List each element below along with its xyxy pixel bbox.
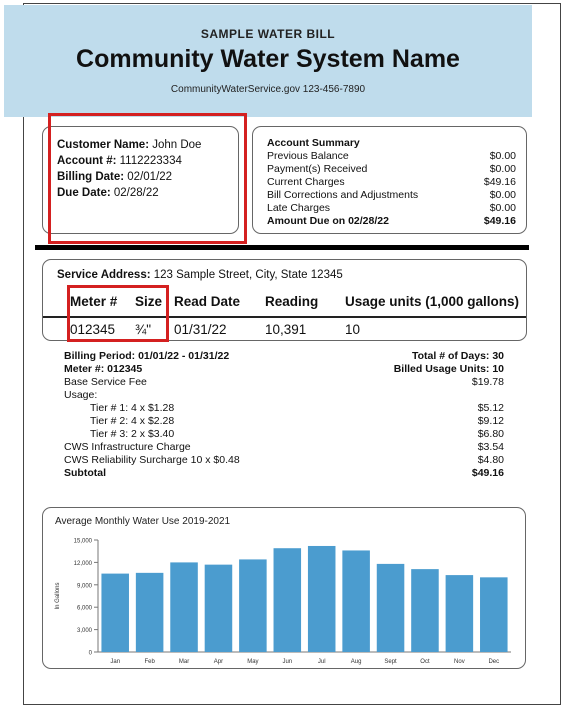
charge-line: CWS Infrastructure Charge $3.54 [64,441,504,453]
charge-line: CWS Reliability Surcharge 10 x $0.48 $4.80 [64,454,504,466]
system-name: Community Water System Name [76,45,460,73]
water-use-chart [42,507,526,669]
charge-line: Tier # 2: 4 x $2.28 $9.12 [90,415,504,427]
cell-reading: 10,391 [265,322,307,337]
x-tick-label: Nov [454,659,465,665]
meter-highlight-box [67,285,169,342]
account-number: Account #: 1112223334 [57,155,182,167]
y-tick-label: 0 [88,650,92,657]
account-summary-box [252,126,527,234]
bar-jun [274,548,302,652]
cell-meter: 012345 [70,322,116,337]
billing-period-row: Billing Period: 01/01/22 - 01/31/22 Total # of Days: 30 [64,350,504,362]
bar-oct [411,569,439,652]
summary-row: Payment(s) Received $0.00 [267,163,516,175]
x-tick-label: Apr [213,659,224,665]
bar-apr [205,565,233,652]
bill-header [4,5,532,117]
charge-line: Tier # 1: 4 x $1.28 $5.12 [90,402,504,414]
section-divider [35,245,529,250]
customer-highlight-box [48,113,247,244]
x-tick-label: Sept [384,659,397,665]
x-tick-label: Dec [488,659,500,665]
y-axis-label: In Gallons [55,582,61,610]
subtotal-line: Subtotal $49.16 [64,467,504,479]
account-summary-title: Account Summary [267,137,360,149]
header-reading: Reading [265,294,319,309]
x-tick-label: May [247,659,259,665]
bar-nov [446,575,474,652]
x-tick-label: Aug [350,659,362,665]
bar-feb [136,573,164,652]
header-read-date: Read Date [174,294,241,309]
x-tick-label: Oct [420,659,430,665]
y-tick-label: 9,000 [76,583,92,590]
y-tick-label: 15,000 [73,538,92,545]
cell-size: ¾" [135,322,152,337]
customer-name: Customer Name: John Doe [57,139,202,151]
x-tick-label: Mar [178,659,190,665]
summary-row: Previous Balance $0.00 [267,150,516,162]
contact-info: CommunityWaterService.gov 123-456-7890 [170,84,366,95]
due-date: Due Date: 02/28/22 [57,187,159,199]
chart-canvas [43,508,525,668]
bar-jul [308,546,336,652]
y-tick-label: 6,000 [76,605,92,612]
bar-sept [377,564,405,652]
charge-line: Usage: [64,389,98,401]
bar-may [239,559,267,652]
header-usage: Usage units (1,000 gallons) [345,294,520,309]
summary-row: Bill Corrections and Adjustments $0.00 [267,189,516,201]
sample-label: SAMPLE WATER BILL [200,27,336,41]
x-tick-label: Jan [110,659,121,665]
bar-mar [170,562,198,652]
service-address: Service Address: 123 Sample Street, City, State 12345 [57,269,343,281]
x-tick-label: Jul [317,659,326,665]
header-meter: Meter # [70,294,118,309]
y-tick-label: 3,000 [76,628,92,635]
billing-date: Billing Date: 02/01/22 [57,171,173,183]
bar-aug [342,550,370,652]
charge-line: Tier # 3: 2 x $3.40 $6.80 [90,428,504,440]
x-tick-label: Feb [144,659,155,665]
bar-jan [101,574,129,652]
cell-usage: 10 [345,322,361,337]
bar-dec [480,577,508,652]
charge-line: Base Service Fee $19.78 [64,376,504,388]
summary-row: Current Charges $49.16 [267,176,516,188]
meter-units-row: Meter #: 012345 Billed Usage Units: 10 [64,363,504,375]
summary-row: Late Charges $0.00 [267,202,516,214]
chart-title: Average Monthly Water Use 2019-2021 [55,516,231,527]
cell-read-date: 01/31/22 [174,322,227,337]
y-tick-label: 12,000 [73,560,92,567]
x-tick-label: Jun [282,659,293,665]
amount-due-row: Amount Due on 02/28/22 $49.16 [267,215,516,227]
header-size: Size [135,294,163,309]
